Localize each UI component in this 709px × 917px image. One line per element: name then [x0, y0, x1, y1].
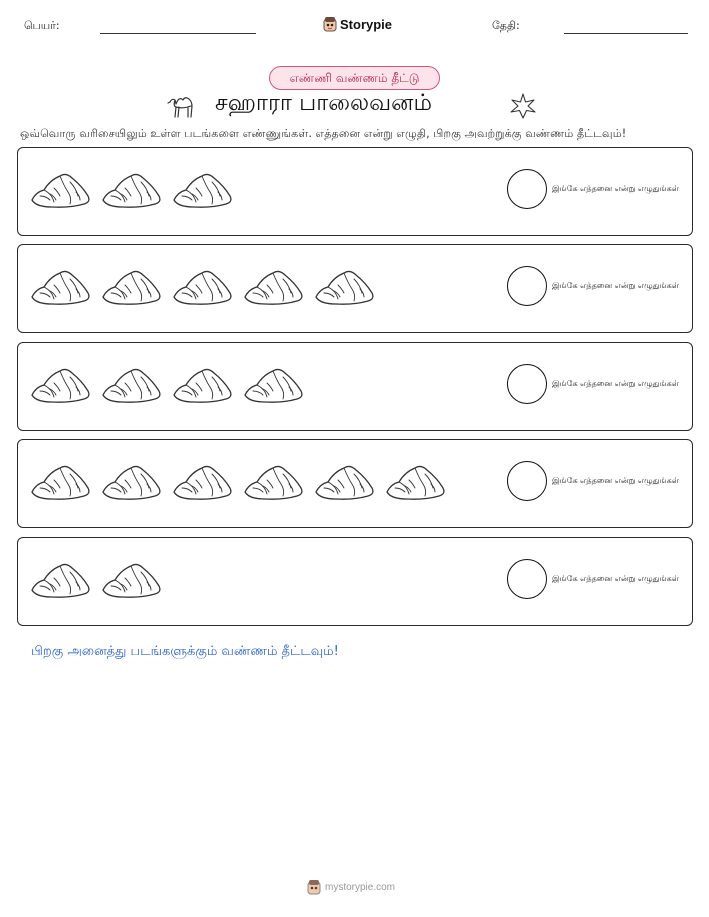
answer-circle[interactable] — [507, 559, 547, 599]
sand-dune-icon[interactable] — [243, 361, 305, 407]
activity-badge: எண்ணி வண்ணம் தீட்டு — [269, 66, 440, 90]
sand-dune-icon[interactable] — [101, 166, 163, 212]
date-write-line[interactable] — [564, 33, 688, 34]
sand-dune-icon[interactable] — [30, 458, 92, 504]
dune-group — [30, 361, 305, 409]
sand-dune-icon[interactable] — [101, 556, 163, 602]
answer-circle[interactable] — [507, 461, 547, 501]
sand-dune-icon[interactable] — [30, 556, 92, 602]
dune-group — [30, 458, 447, 506]
answer-label: இங்கே எத்தனை என்று எழுதுங்கள் — [552, 476, 679, 485]
dune-group — [30, 263, 376, 311]
header — [0, 14, 709, 38]
name-label: பெயர்: — [24, 19, 60, 32]
answer-label: இங்கே எத்தனை என்று எழுதுங்கள் — [552, 574, 679, 583]
dune-group — [30, 556, 163, 604]
sand-dune-icon[interactable] — [30, 166, 92, 212]
instructions: ஒவ்வொரு வரிசையிலும் உள்ள படங்களை எண்ணுங்கள். எத்தனை என்று எழுதி, பிறகு அவற்றுக்கு வண்ணம் தீட்டவும்! — [20, 127, 627, 140]
answer-circle[interactable] — [507, 364, 547, 404]
brand-logo — [323, 14, 392, 34]
date-label: தேதி: — [492, 19, 520, 32]
camel-icon — [166, 92, 200, 120]
dune-group — [30, 166, 234, 214]
sand-dune-icon[interactable] — [314, 263, 376, 309]
title-row — [0, 90, 709, 122]
sand-dune-icon[interactable] — [172, 361, 234, 407]
answer-label: இங்கே எத்தனை என்று எழுதுங்கள் — [552, 281, 679, 290]
answer-label: இங்கே எத்தனை என்று எழுதுங்கள் — [552, 379, 679, 388]
footer-note: பிறகு அனைத்து படங்களுக்கும் வண்ணம் தீட்டவும்! — [31, 644, 339, 659]
answer-label: இங்கே எத்தனை என்று எழுதுங்கள் — [552, 184, 679, 193]
sparkle-star-icon — [508, 92, 538, 120]
answer-circle[interactable] — [507, 266, 547, 306]
footer-brand — [307, 879, 395, 895]
brand-name: Storypie — [340, 16, 393, 32]
sand-dune-icon[interactable] — [101, 361, 163, 407]
sand-dune-icon[interactable] — [172, 166, 234, 212]
sand-dune-icon[interactable] — [30, 361, 92, 407]
counting-row — [17, 244, 693, 333]
counting-row — [17, 537, 693, 626]
sand-dune-icon[interactable] — [314, 458, 376, 504]
footer-url[interactable]: mystorypie.com — [325, 881, 396, 893]
counting-row — [17, 342, 693, 431]
counting-row — [17, 439, 693, 528]
counting-row — [17, 147, 693, 236]
sand-dune-icon[interactable] — [101, 458, 163, 504]
sand-dune-icon[interactable] — [101, 263, 163, 309]
sand-dune-icon[interactable] — [243, 458, 305, 504]
sand-dune-icon[interactable] — [172, 263, 234, 309]
sand-dune-icon[interactable] — [385, 458, 447, 504]
sand-dune-icon[interactable] — [243, 263, 305, 309]
name-write-line[interactable] — [100, 33, 256, 34]
page-title: சஹாரா பாலைவனம் — [215, 90, 432, 116]
sand-dune-icon[interactable] — [30, 263, 92, 309]
sand-dune-icon[interactable] — [172, 458, 234, 504]
storypie-mascot-icon — [307, 879, 321, 895]
answer-circle[interactable] — [507, 169, 547, 209]
storypie-mascot-icon — [323, 16, 337, 32]
